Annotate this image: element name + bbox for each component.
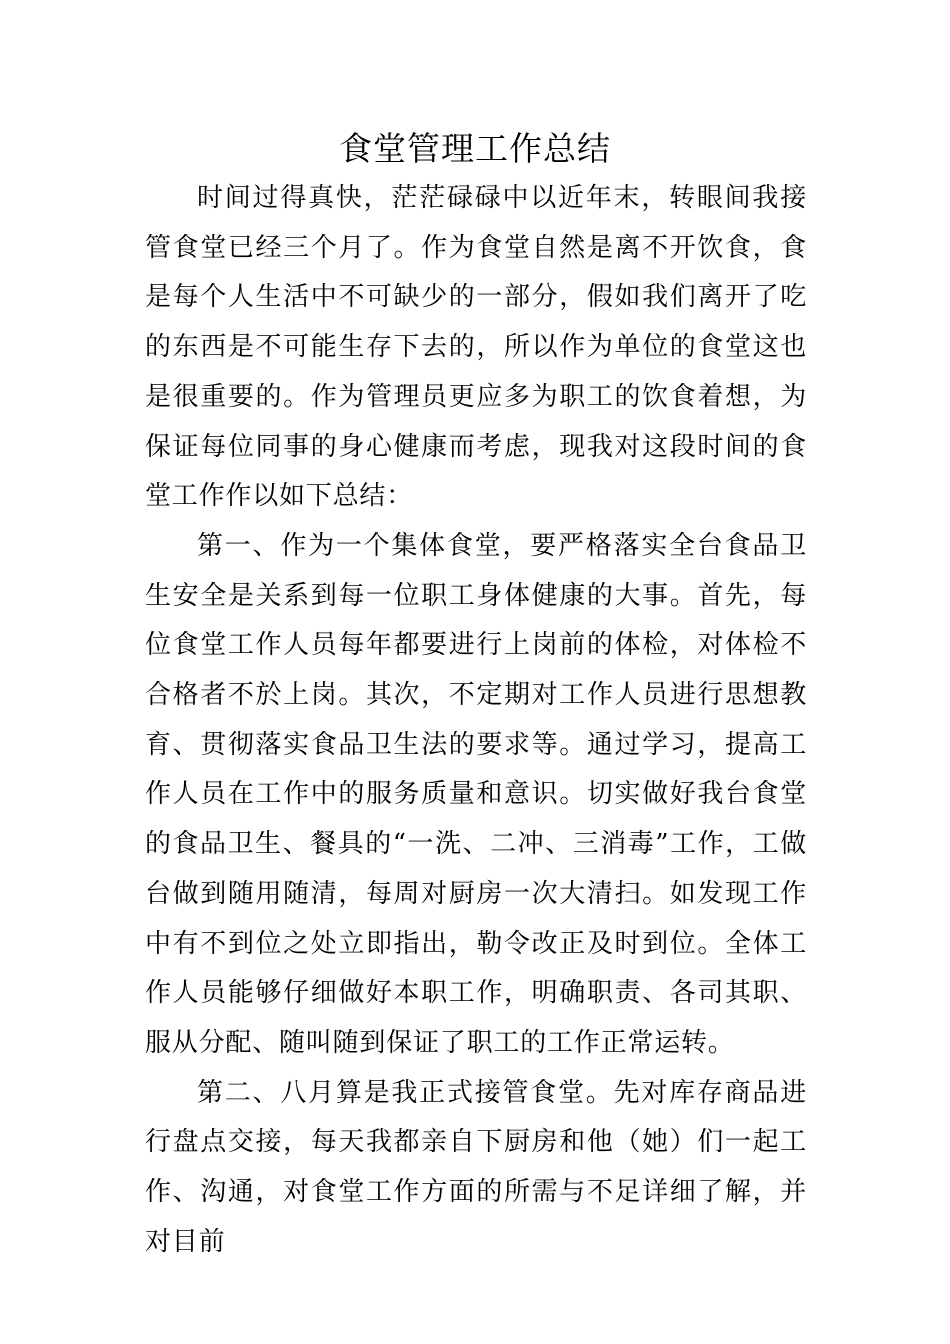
document-title: 食堂管理工作总结 bbox=[339, 129, 611, 168]
paragraph-second: 第二、八月算是我正式接管食堂。先对库存商品进行盘点交接，每天我都亲自下厨房和他（她）们一起工作、沟通，对食堂工作方面的所需与不足详细了解，并对目前 bbox=[145, 1077, 807, 1257]
paragraph-intro: 时间过得真快，茫茫碌碌中以近年末，转眼间我接管食堂已经三个月了。作为食堂自然是离不开饮食，食是每个人生活中不可缺少的一部分，假如我们离开了吃的东西是不可能生存下去的，所以作为单位的食堂这也是很重要的。作为管理员更应多为职工的饮食着想，为保证每位同事的身心健康而考虑，现我对这段时间的食堂工作作以如下总结： bbox=[145, 183, 807, 512]
document-body bbox=[145, 174, 807, 1267]
paragraph-first: 第一、作为一个集体食堂，要严格落实全台食品卫生安全是关系到每一位职工身体健康的大事。首先，每位食堂工作人员每年都要进行上岗前的体检，对体检不合格者不於上岗。其次，不定期对工作人员进行思想教育、贯彻落实食品卫生法的要求等。通过学习，提高工作人员在工作中的服务质量和意识。切实做好我台食堂的食品卫生、餐具的“一洗、二冲、三消毒”工作，工做台做到随用随清，每周对厨房一次大清扫。如发现工作中有不到位之处立即指出，勒令改正及时到位。全体工作人员能够仔细做好本职工作，明确职责、各司其职、服从分配、随叫随到保证了职工的工作正常运转。 bbox=[145, 530, 807, 1058]
